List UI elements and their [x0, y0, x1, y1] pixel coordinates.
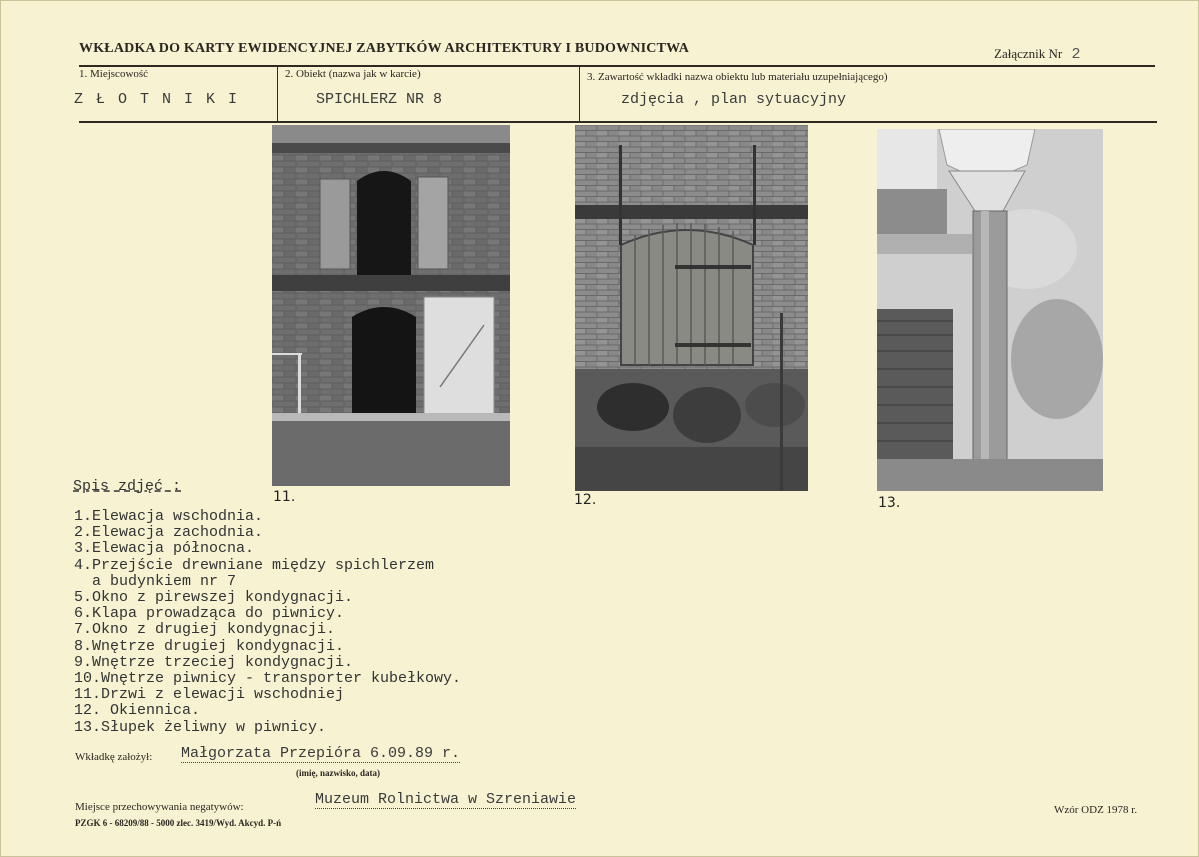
list-item: 2.Elewacja zachodnia. — [74, 524, 264, 542]
annex-number: 2 — [1071, 46, 1081, 63]
list-item: 5.Okno z pirewszej kondygnacji. — [74, 589, 354, 607]
column-divider-1 — [277, 67, 278, 121]
list-item: 7.Okno z drugiej kondygnacji. — [74, 621, 336, 639]
locality-value: Z Ł O T N I K I — [74, 91, 240, 108]
storage-value: Muzeum Rolnictwa w Szreniawie — [315, 791, 577, 808]
photo-list-heading: Spis zdjęć : — [73, 478, 182, 495]
storage-label: Miejsce przechowywania negatywów: — [75, 801, 244, 813]
photo-list — [74, 509, 534, 736]
header-rule-top — [79, 65, 1155, 67]
created-by-value: Małgorzata Przepióra 6.09.89 r. — [181, 745, 461, 762]
annex-field — [994, 46, 1080, 63]
object-label: 2. Obiekt (nazwa jak w karcie) — [285, 68, 421, 80]
created-by-label: Wkładkę założył: — [75, 751, 153, 763]
list-item: 6.Klapa prowadząca do piwnicy. — [74, 605, 345, 623]
locality-label: 1. Miejscowość — [79, 68, 149, 80]
list-item: 1.Elewacja wschodnia. — [74, 508, 264, 525]
photo-number-13: 13. — [878, 495, 901, 511]
list-item: 9.Wnętrze trzeciej kondygnacji. — [74, 653, 354, 671]
list-item: 13.Słupek żeliwny w piwnicy. — [74, 718, 327, 736]
list-item: 8.Wnętrze drugiej kondygnacji. — [74, 637, 345, 655]
photo-number-11: 11. — [273, 489, 296, 505]
list-item: 10.Wnętrze piwnicy - transporter kubełkowy. — [74, 670, 462, 688]
contents-value: zdjęcia , plan sytuacyjny — [621, 91, 847, 108]
list-item: 4.Przejście drewniane między spichlerzem — [74, 556, 435, 574]
object-value: SPICHLERZ NR 8 — [316, 91, 443, 108]
document-title: WKŁADKA DO KARTY EWIDENCYJNEJ ZABYTKÓW ARCHITEKTURY I BUDOWNICTWA — [79, 41, 690, 56]
model-note: Wzór ODZ 1978 r. — [1054, 804, 1138, 816]
print-info: PZGK 6 - 68209/88 - 5000 zlec. 3419/Wyd. Akcyd. P-ń — [75, 818, 282, 828]
photo-number-12: 12. — [574, 492, 597, 508]
list-item: a budynkiem nr 7 — [74, 572, 237, 590]
photo-column — [877, 129, 1103, 491]
list-item: 12. Okiennica. — [74, 702, 201, 720]
photo-shutter — [575, 125, 808, 491]
photo-east-door — [272, 125, 510, 486]
created-by-caption: (imię, nazwisko, data) — [296, 768, 380, 778]
column-divider-2 — [579, 67, 580, 121]
contents-label: 3. Zawartość wkładki nazwa obiektu lub materiału uzupełniającego) — [587, 71, 888, 83]
header-rule-bottom — [79, 121, 1157, 123]
annex-label: Załącznik Nr — [994, 46, 1063, 61]
list-item: 11.Drzwi z elewacji wschodniej — [74, 686, 345, 704]
list-item: 3.Elewacja północna. — [74, 540, 255, 558]
